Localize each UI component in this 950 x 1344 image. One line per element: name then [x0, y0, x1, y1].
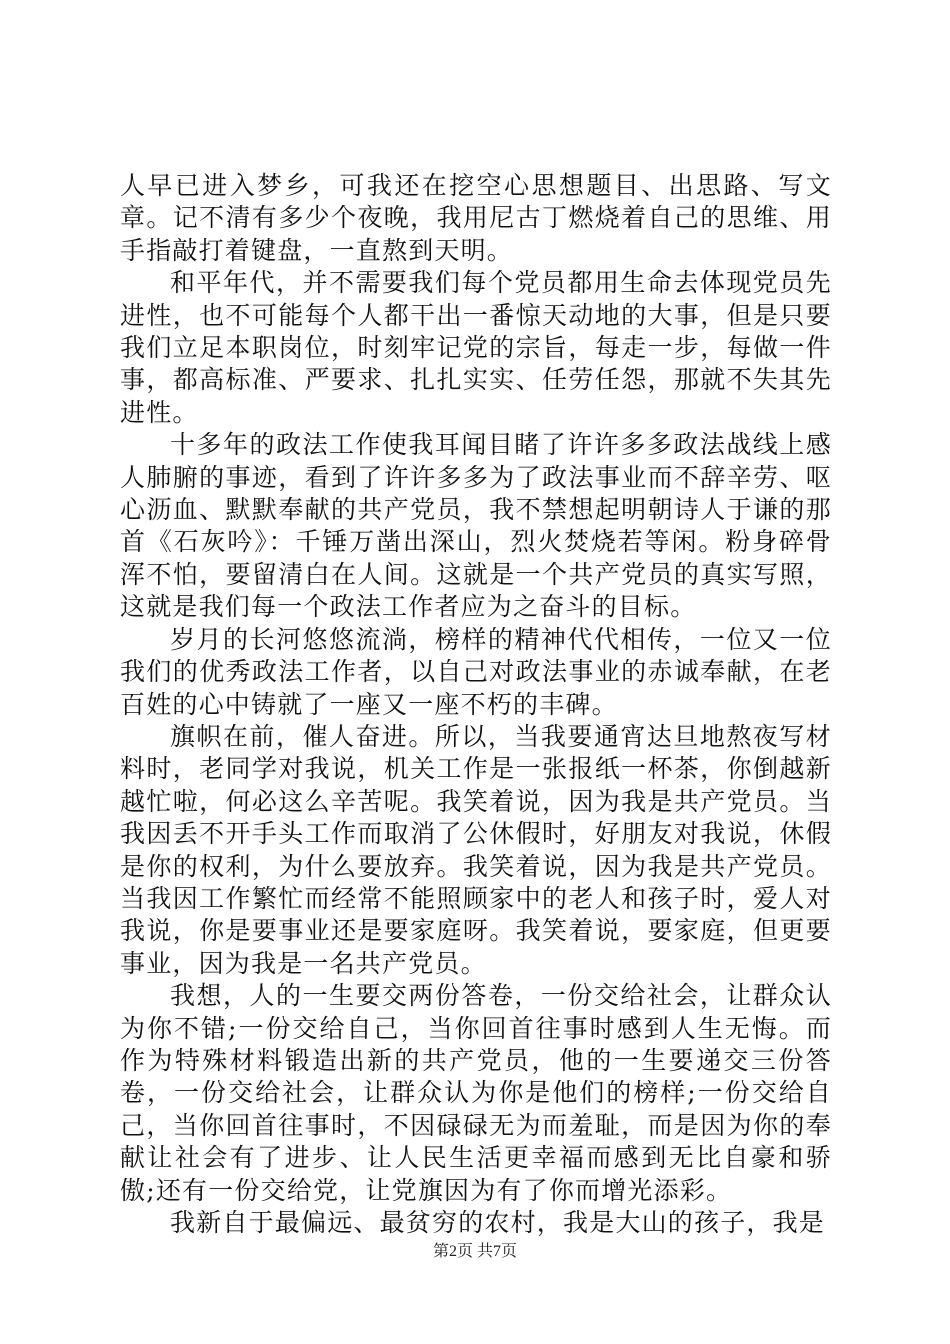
paragraph-2: 和平年代，并不需要我们每个党员都用生命去体现党员先进性，也不可能每个人都干出一番惊天动地的大事，但是只要我们立足本职岗位，时刻牢记党的宗旨，每走一步，每做一件事，都高标准、严要求、扎扎实实、任劳任怨，那就不失其先进性。 — [120, 268, 832, 427]
page-footer — [0, 1242, 950, 1262]
paragraph-7: 我新自于最偏远、最贫穷的农村，我是大山的孩子，我是 — [170, 1208, 826, 1237]
document-body — [120, 170, 832, 1239]
paragraph-1: 人早已进入梦乡，可我还在挖空心思想题目、出思路、写文章。记不清有多少个夜晚，我用尼古丁燃烧着自己的思维、用手指敲打着键盘，一直熬到天明。 — [120, 171, 832, 265]
paragraph-3: 十多年的政法工作使我耳闻目睹了许许多多政法战线上感人肺腑的事迹，看到了许许多多为了政法事业而不辞辛劳、呕心沥血、默默奉献的共产党员，我不禁想起明朝诗人于谦的那首《石灰吟》：千锤万凿出深山，烈火焚烧若等闲。粉身碎骨浑不怕，要留清白在人间。这就是一个共产党员的真实写照，这就是我们每一个政法工作者应为之奋斗的目标。 — [120, 430, 832, 622]
paragraph-4: 岁月的长河悠悠流淌，榜样的精神代代相传，一位又一位我们的优秀政法工作者，以自己对政法事业的赤诚奉献，在老百姓的心中铸就了一座又一座不朽的丰碑。 — [120, 624, 832, 719]
paragraph-5: 旗帜在前，催人奋进。所以，当我要通宵达旦地熬夜写材料时，老同学对我说，机关工作是一张报纸一杯茶，你倒越新越忙啦，何必这么辛苦呢。我笑着说，因为我是共产党员。当我因丢不开手头工作而取消了公休假时，好朋友对我说，休假是你的权利，为什么要放弃。我笑着说，因为我是共产党员。当我因工作繁忙而经常不能照顾家中的老人和孩子时，爱人对我说，你是要事业还是要家庭呀。我笑着说，要家庭，但更要事业，因为我是一名共产党员。 — [120, 721, 832, 978]
paragraph-6: 我想，人的一生要交两份答卷，一份交给社会，让群众认为你不错;一份交给自己，当你回首往事时感到人生无悔。而作为特殊材料锻造出新的共产党员，他的一生要递交三份答卷，一份交给社会，让群众认为你是他们的榜样;一份交给自己，当你回首往事时，不因碌碌无为而羞耻，而是因为你的奉献让社会有了进步、让人民生活更幸福而感到无比自豪和骄傲;还有一份交给党，让党旗因为有了你而增光添彩。 — [120, 981, 832, 1205]
page-number-label: 第2页 共7页 — [432, 1243, 517, 1260]
